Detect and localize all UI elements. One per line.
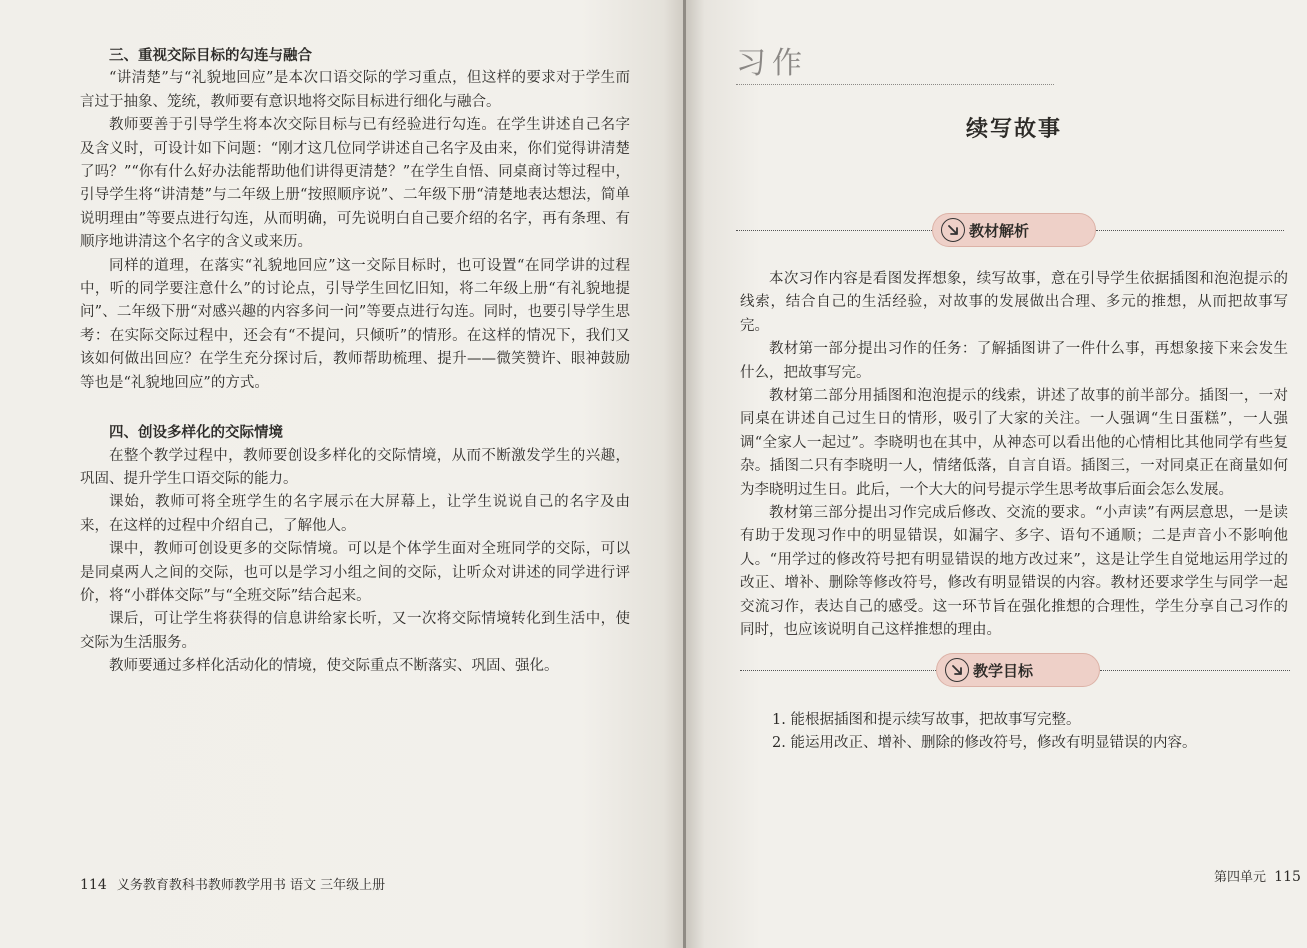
paragraph: 课始，教师可将全班学生的名字展示在大屏幕上，让学生说说自己的名字及由来，在这样的过程中介绍自己，了解他人。 <box>80 494 630 534</box>
arrow-down-right-circle-icon <box>945 658 969 682</box>
paragraph: 教材第三部分提出习作完成后修改、交流的要求。“小声读”有两层意思，一是读有助于发现习作中的明显错误，如漏字、多字、语句不通顺；二是声音小不影响他人。“用学过的修改符号把有明显错误的地方改过来”，这是让学生自觉地运用学过的改正、增补、删除等修改符号，修改有明显错误的内容。教材还要求学生与同学一起交流习作，表达自己的感受。这一环节旨在强化推想的合理性，学生分享自己习作的同时，也应该说明自己这样推想的理由。 <box>740 505 1288 639</box>
lesson-title: 续写故事 <box>965 116 1062 142</box>
left-page-footer <box>80 874 385 893</box>
arrow-down-right-circle-icon <box>941 218 965 242</box>
section-label: 教材解析 <box>969 221 1030 240</box>
paragraph: 同样的道理，在落实“礼貌地回应”这一交际目标时，也可设置“在同学讲的过程中，听的同学要注意什么”的讨论点，引导学生回忆旧知，将二年级上册“有礼貌地提问”、二年级下册“对感兴趣的内容多问一问”等要点进行勾连。同时，也要引导学生思考：在实际交际过程中，还会有“不提问，只倾听”的情形。在这样的情况下，我们又该如何做出回应？在学生充分探讨后，教师帮助梳理、提升——微笑赞许、眼神鼓励等也是“礼貌地回应”的方式。 <box>80 257 630 391</box>
section-bar-analysis <box>736 213 1284 249</box>
left-page-body <box>80 44 630 679</box>
goals-list <box>772 709 1272 756</box>
page-number: 114 <box>80 877 107 893</box>
section-bar-goals <box>740 653 1290 689</box>
list-item: 1. 能根据插图和提示续写故事，把故事写完整。 <box>772 712 1081 728</box>
section-heading: 四、创设多样化的交际情境 <box>109 424 283 442</box>
paragraph: “讲清楚”与“礼貌地回应”是本次口语交际的学习重点，但这样的要求对于学生而言过于抽象、笼统，教师要有意识地将交际目标进行细化与融合。 <box>80 70 630 110</box>
paragraph: 本次习作内容是看图发挥想象，续写故事，意在引导学生依据插图和泡泡提示的线索，结合自己的生活经验，对故事的发展做出合理、多元的推想，从而把故事写完。 <box>740 271 1288 334</box>
section-label: 教学目标 <box>973 661 1034 680</box>
paragraph: 课中，教师可创设更多的交际情境。可以是个体学生面对全班同学的交际，可以是同桌两人之间的交际，也可以是学习小组之间的交际，让听众对讲述的同学进行评价，将“小群体交际”与“全班交际”结合起来。 <box>80 541 630 604</box>
list-item: 2. 能运用改正、增补、删除的修改符号，修改有明显错误的内容。 <box>772 735 1197 752</box>
section-pill-analysis <box>932 213 1096 247</box>
paragraph: 在整个教学过程中，教师要创设多样化的交际情境，从而不断激发学生的兴趣，巩固、提升学生口语交际的能力。 <box>80 447 630 487</box>
page-number: 115 <box>1274 869 1301 885</box>
paragraph: 教材第二部分用插图和泡泡提示的线索，讲述了故事的前半部分。插图一，一对同桌在讲述自己过生日的情形，吸引了大家的关注。一人强调“生日蛋糕”，一人强调“全家人一起过”。李晓明也在其中，从神态可以看出他的心情相比其他同学有些复杂。插图二只有李晓明一人，情绪低落，自言自语。插图三，一对同桌正在商量如何为李晓明过生日。此后，一个大大的问号提示学生思考故事后面会怎么发展。 <box>740 388 1288 498</box>
paragraph: 教师要通过多样化活动化的情境，使交际重点不断落实、巩固、强化。 <box>109 658 559 675</box>
right-page-footer <box>1214 866 1301 885</box>
section-heading: 三、重视交际目标的勾连与融合 <box>109 47 312 64</box>
chapter-title-rule <box>736 44 1054 85</box>
unit-label: 第四单元 <box>1214 870 1267 885</box>
analysis-body <box>740 268 1288 643</box>
section-pill-goals <box>936 653 1100 687</box>
chapter-title: 习作 <box>736 46 808 81</box>
paragraph: 课后，可让学生将获得的信息讲给家长听，又一次将交际情境转化到生活中，使交际为生活服务。 <box>80 611 630 651</box>
paragraph: 教师要善于引导学生将本次交际目标与已有经验进行勾连。在学生讲述自己名字及含义时，可设计如下问题：“刚才这几位同学讲述自己名字及由来，你们觉得讲清楚了吗？”“你有什么好办法能帮助他们讲得更清楚？”在学生自悟、同桌商讨等过程中，引导学生将“讲清楚”与二年级上册“按照顺序说”、二年级下册“清楚地表达想法，简单说明理由”等要点进行勾连，从而明确，可先说明白自己要介绍的名字，再有条理、有顺序地讲清这个名字的含义或来历。 <box>80 117 630 251</box>
paragraph: 教材第一部分提出习作的任务：了解插图讲了一件什么事，再想象接下来会发生什么，把故事写完。 <box>740 341 1288 381</box>
book-title: 义务教育教科书教师教学用书 语文 三年级上册 <box>116 878 386 893</box>
